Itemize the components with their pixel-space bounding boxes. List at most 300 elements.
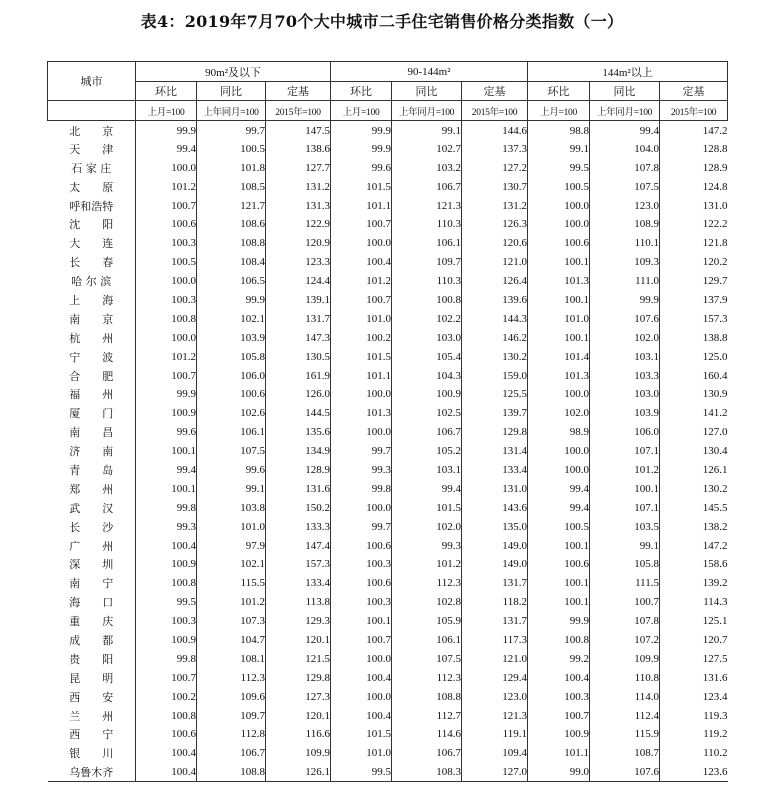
index-value: 100.6 <box>528 234 590 253</box>
index-value: 101.3 <box>528 272 590 291</box>
index-value: 141.2 <box>660 404 728 423</box>
city-header-spacer <box>48 101 136 121</box>
index-value: 161.9 <box>266 366 331 385</box>
index-value: 105.8 <box>197 347 266 366</box>
table-row <box>48 121 728 140</box>
index-value: 101.5 <box>331 347 392 366</box>
index-value: 100.4 <box>136 536 197 555</box>
index-value: 107.5 <box>392 649 462 668</box>
index-value: 100.7 <box>136 668 197 687</box>
index-value: 107.6 <box>590 309 660 328</box>
index-value: 100.8 <box>136 309 197 328</box>
index-value: 139.2 <box>660 574 728 593</box>
index-value: 130.4 <box>660 442 728 461</box>
index-value: 99.4 <box>528 498 590 517</box>
index-value: 126.1 <box>660 461 728 480</box>
index-value: 102.6 <box>197 404 266 423</box>
city-name: 宁 波 <box>69 350 114 364</box>
index-value: 99.0 <box>528 763 590 782</box>
index-value: 101.2 <box>392 555 462 574</box>
table-row <box>48 309 728 328</box>
table-row <box>48 536 728 555</box>
table-row <box>48 328 728 347</box>
city-name: 西 宁 <box>69 728 114 742</box>
index-value: 100.8 <box>136 574 197 593</box>
index-value: 100.3 <box>331 593 392 612</box>
index-value: 100.6 <box>136 725 197 744</box>
index-value: 110.3 <box>392 215 462 234</box>
index-value: 106.1 <box>392 631 462 650</box>
index-value: 101.5 <box>392 498 462 517</box>
city-header: 城市 <box>48 62 136 101</box>
index-value: 107.2 <box>590 631 660 650</box>
index-value: 100.4 <box>528 668 590 687</box>
table-row <box>48 158 728 177</box>
index-value: 99.4 <box>392 479 462 498</box>
city-name: 大 连 <box>69 237 114 251</box>
index-value: 100.8 <box>136 706 197 725</box>
index-value: 121.0 <box>462 649 528 668</box>
index-value: 123.0 <box>590 196 660 215</box>
index-value: 102.5 <box>392 404 462 423</box>
index-value: 128.9 <box>266 461 331 480</box>
index-value: 110.8 <box>590 668 660 687</box>
index-value: 119.2 <box>660 725 728 744</box>
base-header: 2015年=100 <box>266 101 331 121</box>
index-value: 127.5 <box>660 649 728 668</box>
city-name: 乌鲁木齐 <box>69 765 114 779</box>
index-value: 125.0 <box>660 347 728 366</box>
index-value: 100.0 <box>331 498 392 517</box>
index-value: 99.4 <box>528 479 590 498</box>
city-name: 武 汉 <box>69 501 114 515</box>
index-value: 117.3 <box>462 631 528 650</box>
index-value: 137.9 <box>660 291 728 310</box>
index-value: 109.4 <box>462 744 528 763</box>
base-header: 上年同月=100 <box>392 101 462 121</box>
index-value: 100.0 <box>331 687 392 706</box>
index-value: 109.3 <box>590 253 660 272</box>
index-value: 99.6 <box>136 423 197 442</box>
index-value: 112.7 <box>392 706 462 725</box>
index-value: 103.1 <box>590 347 660 366</box>
index-value: 99.4 <box>136 139 197 158</box>
index-value: 137.3 <box>462 139 528 158</box>
index-value: 131.6 <box>660 668 728 687</box>
index-value: 105.8 <box>590 555 660 574</box>
index-value: 100.7 <box>331 215 392 234</box>
index-value: 130.7 <box>462 177 528 196</box>
index-value: 114.3 <box>660 593 728 612</box>
city-name: 深 圳 <box>69 558 114 572</box>
index-value: 144.6 <box>462 121 528 140</box>
index-value: 157.3 <box>266 555 331 574</box>
metric-header: 同比 <box>590 82 660 101</box>
city-name: 银 川 <box>69 747 114 761</box>
index-value: 106.5 <box>197 272 266 291</box>
index-value: 100.3 <box>136 291 197 310</box>
index-value: 99.9 <box>331 121 392 140</box>
index-value: 105.4 <box>392 347 462 366</box>
index-value: 107.1 <box>590 442 660 461</box>
table-row <box>48 744 728 763</box>
city-name: 济 南 <box>69 445 114 459</box>
index-value: 100.4 <box>331 253 392 272</box>
index-value: 149.0 <box>462 555 528 574</box>
index-value: 99.7 <box>197 121 266 140</box>
city-name: 太 原 <box>69 180 114 194</box>
index-value: 138.8 <box>660 328 728 347</box>
index-value: 106.7 <box>392 744 462 763</box>
index-value: 112.3 <box>392 668 462 687</box>
index-value: 100.3 <box>136 612 197 631</box>
index-value: 103.9 <box>197 328 266 347</box>
table-row <box>48 404 728 423</box>
index-value: 106.0 <box>197 366 266 385</box>
index-value: 139.6 <box>462 291 528 310</box>
index-value: 98.9 <box>528 423 590 442</box>
index-value: 104.3 <box>392 366 462 385</box>
group-header-large: 144m²以上 <box>528 62 728 82</box>
index-value: 100.4 <box>331 668 392 687</box>
index-value: 101.1 <box>331 366 392 385</box>
index-value: 131.7 <box>266 309 331 328</box>
index-value: 101.4 <box>528 347 590 366</box>
index-value: 100.9 <box>136 404 197 423</box>
index-value: 118.2 <box>462 593 528 612</box>
index-value: 107.6 <box>590 763 660 782</box>
table-row <box>48 593 728 612</box>
index-value: 126.0 <box>266 385 331 404</box>
city-name: 杭 州 <box>69 331 114 345</box>
index-value: 129.8 <box>462 423 528 442</box>
index-value: 133.4 <box>266 574 331 593</box>
index-value: 101.0 <box>528 309 590 328</box>
index-value: 110.2 <box>660 744 728 763</box>
index-value: 99.4 <box>136 461 197 480</box>
index-value: 100.6 <box>136 215 197 234</box>
index-value: 100.3 <box>331 555 392 574</box>
index-value: 108.8 <box>392 687 462 706</box>
index-value: 108.8 <box>197 763 266 782</box>
index-value: 100.1 <box>528 291 590 310</box>
index-value: 121.7 <box>197 196 266 215</box>
index-value: 100.0 <box>528 461 590 480</box>
base-header: 上月=100 <box>528 101 590 121</box>
index-value: 99.4 <box>590 121 660 140</box>
table-row <box>48 574 728 593</box>
metric-header: 定基 <box>266 82 331 101</box>
index-value: 127.2 <box>462 158 528 177</box>
index-value: 102.1 <box>197 555 266 574</box>
index-value: 105.9 <box>392 612 462 631</box>
table-row <box>48 215 728 234</box>
index-value: 100.0 <box>528 385 590 404</box>
index-value: 107.5 <box>590 177 660 196</box>
index-value: 111.0 <box>590 272 660 291</box>
index-value: 99.9 <box>331 139 392 158</box>
index-value: 100.6 <box>331 574 392 593</box>
table-row <box>48 385 728 404</box>
index-value: 127.3 <box>266 687 331 706</box>
index-value: 101.1 <box>331 196 392 215</box>
index-value: 103.1 <box>392 461 462 480</box>
index-value: 126.3 <box>462 215 528 234</box>
index-value: 99.9 <box>136 385 197 404</box>
index-value: 99.5 <box>528 158 590 177</box>
index-value: 100.8 <box>392 291 462 310</box>
index-value: 100.0 <box>331 423 392 442</box>
table-row <box>48 631 728 650</box>
index-value: 100.2 <box>331 328 392 347</box>
table-row <box>48 272 728 291</box>
index-value: 147.2 <box>660 121 728 140</box>
index-value: 100.0 <box>136 328 197 347</box>
index-value: 160.4 <box>660 366 728 385</box>
index-value: 127.7 <box>266 158 331 177</box>
table-row <box>48 649 728 668</box>
index-value: 130.5 <box>266 347 331 366</box>
index-value: 130.9 <box>660 385 728 404</box>
index-value: 101.8 <box>197 158 266 177</box>
index-value: 150.2 <box>266 498 331 517</box>
city-name: 兰 州 <box>69 709 114 723</box>
index-value: 101.1 <box>528 744 590 763</box>
index-value: 101.2 <box>136 347 197 366</box>
index-value: 145.5 <box>660 498 728 517</box>
index-value: 100.2 <box>136 687 197 706</box>
index-value: 99.7 <box>331 517 392 536</box>
index-value: 119.1 <box>462 725 528 744</box>
group-header-small: 90m²及以下 <box>136 62 331 82</box>
metric-header: 定基 <box>462 82 528 101</box>
index-value: 113.8 <box>266 593 331 612</box>
index-value: 101.2 <box>331 272 392 291</box>
table-row <box>48 234 728 253</box>
metric-header: 同比 <box>197 82 266 101</box>
index-value: 122.2 <box>660 215 728 234</box>
metric-header: 环比 <box>528 82 590 101</box>
index-value: 130.2 <box>660 479 728 498</box>
index-value: 102.2 <box>392 309 462 328</box>
index-value: 108.6 <box>197 215 266 234</box>
index-value: 100.1 <box>528 328 590 347</box>
city-name: 北 京 <box>69 125 114 139</box>
index-value: 100.3 <box>528 687 590 706</box>
index-value: 121.3 <box>462 706 528 725</box>
index-value: 116.6 <box>266 725 331 744</box>
index-value: 123.0 <box>462 687 528 706</box>
city-name: 上 海 <box>69 293 114 307</box>
index-value: 124.4 <box>266 272 331 291</box>
index-value: 99.1 <box>590 536 660 555</box>
index-value: 121.8 <box>660 234 728 253</box>
index-value: 100.4 <box>331 706 392 725</box>
index-value: 99.6 <box>331 158 392 177</box>
index-value: 99.8 <box>136 649 197 668</box>
index-value: 103.8 <box>197 498 266 517</box>
index-value: 102.0 <box>528 404 590 423</box>
index-value: 107.5 <box>197 442 266 461</box>
index-value: 120.6 <box>462 234 528 253</box>
index-value: 133.4 <box>462 461 528 480</box>
index-value: 100.0 <box>331 234 392 253</box>
index-value: 100.1 <box>136 479 197 498</box>
index-value: 128.8 <box>660 139 728 158</box>
index-value: 99.9 <box>197 291 266 310</box>
city-name: 昆 明 <box>69 671 114 685</box>
base-header: 2015年=100 <box>462 101 528 121</box>
index-value: 100.0 <box>331 649 392 668</box>
index-value: 100.5 <box>528 517 590 536</box>
index-value: 100.8 <box>528 631 590 650</box>
table-row <box>48 461 728 480</box>
index-value: 119.3 <box>660 706 728 725</box>
index-value: 103.9 <box>590 404 660 423</box>
table-row <box>48 423 728 442</box>
table-row <box>48 139 728 158</box>
index-value: 158.6 <box>660 555 728 574</box>
index-value: 102.1 <box>197 309 266 328</box>
table-row <box>48 612 728 631</box>
table-row <box>48 706 728 725</box>
index-value: 159.0 <box>462 366 528 385</box>
city-name: 南 昌 <box>69 426 114 440</box>
index-value: 100.3 <box>136 234 197 253</box>
metric-header: 定基 <box>660 82 728 101</box>
index-value: 107.8 <box>590 158 660 177</box>
index-value: 157.3 <box>660 309 728 328</box>
index-value: 100.1 <box>528 593 590 612</box>
index-value: 99.1 <box>197 479 266 498</box>
index-value: 100.6 <box>331 536 392 555</box>
index-value: 138.2 <box>660 517 728 536</box>
index-value: 100.5 <box>136 253 197 272</box>
index-value: 123.4 <box>660 687 728 706</box>
index-value: 101.2 <box>197 593 266 612</box>
index-value: 129.7 <box>660 272 728 291</box>
base-header: 2015年=100 <box>660 101 728 121</box>
city-name: 厦 门 <box>69 407 114 421</box>
index-value: 129.8 <box>266 668 331 687</box>
index-value: 109.9 <box>266 744 331 763</box>
index-value: 100.9 <box>392 385 462 404</box>
city-name: 天 津 <box>69 142 114 156</box>
index-value: 104.0 <box>590 139 660 158</box>
city-name: 哈 尔 滨 <box>71 275 112 289</box>
index-value: 147.2 <box>660 536 728 555</box>
city-name: 沈 阳 <box>69 218 114 232</box>
index-value: 99.8 <box>331 479 392 498</box>
index-value: 109.9 <box>590 649 660 668</box>
base-header: 上月=100 <box>136 101 197 121</box>
index-value: 100.6 <box>528 555 590 574</box>
index-value: 131.6 <box>266 479 331 498</box>
index-value: 99.3 <box>331 461 392 480</box>
city-name: 石 家 庄 <box>71 161 112 175</box>
index-value: 138.6 <box>266 139 331 158</box>
index-value: 133.3 <box>266 517 331 536</box>
index-value: 100.5 <box>197 139 266 158</box>
index-value: 149.0 <box>462 536 528 555</box>
table-row <box>48 668 728 687</box>
index-value: 106.7 <box>392 177 462 196</box>
table-row <box>48 196 728 215</box>
index-value: 127.0 <box>462 763 528 782</box>
index-value: 107.8 <box>590 612 660 631</box>
index-value: 121.5 <box>266 649 331 668</box>
index-value: 100.1 <box>528 253 590 272</box>
index-value: 106.1 <box>392 234 462 253</box>
index-value: 129.4 <box>462 668 528 687</box>
index-value: 99.5 <box>331 763 392 782</box>
index-value: 126.1 <box>266 763 331 782</box>
city-name: 青 岛 <box>69 463 114 477</box>
index-value: 101.0 <box>331 744 392 763</box>
index-value: 129.3 <box>266 612 331 631</box>
index-value: 100.1 <box>136 442 197 461</box>
table-row <box>48 253 728 272</box>
index-value: 144.5 <box>266 404 331 423</box>
index-value: 128.9 <box>660 158 728 177</box>
index-value: 147.3 <box>266 328 331 347</box>
index-value: 100.9 <box>136 631 197 650</box>
city-name: 重 庆 <box>69 615 114 629</box>
city-name: 南 宁 <box>69 577 114 591</box>
index-value: 108.1 <box>197 649 266 668</box>
price-index-table <box>47 61 728 782</box>
index-value: 135.0 <box>462 517 528 536</box>
index-value: 114.6 <box>392 725 462 744</box>
index-value: 131.0 <box>660 196 728 215</box>
table-row <box>48 687 728 706</box>
index-value: 125.1 <box>660 612 728 631</box>
index-value: 99.1 <box>528 139 590 158</box>
index-value: 122.9 <box>266 215 331 234</box>
base-header: 上年同月=100 <box>197 101 266 121</box>
index-value: 101.0 <box>331 309 392 328</box>
table-row <box>48 366 728 385</box>
index-value: 112.4 <box>590 706 660 725</box>
index-value: 103.3 <box>590 366 660 385</box>
index-value: 123.6 <box>660 763 728 782</box>
index-value: 120.1 <box>266 631 331 650</box>
index-value: 100.1 <box>528 574 590 593</box>
index-value: 115.9 <box>590 725 660 744</box>
base-header: 上年同月=100 <box>590 101 660 121</box>
index-value: 115.5 <box>197 574 266 593</box>
metric-header: 环比 <box>331 82 392 101</box>
index-value: 100.1 <box>331 612 392 631</box>
index-value: 109.7 <box>392 253 462 272</box>
index-value: 99.6 <box>197 461 266 480</box>
index-value: 101.3 <box>331 404 392 423</box>
index-value: 125.5 <box>462 385 528 404</box>
index-value: 101.3 <box>528 366 590 385</box>
index-value: 103.0 <box>392 328 462 347</box>
index-value: 99.9 <box>528 612 590 631</box>
index-value: 99.1 <box>392 121 462 140</box>
table-row <box>48 555 728 574</box>
index-value: 108.5 <box>197 177 266 196</box>
table-row <box>48 177 728 196</box>
index-value: 135.6 <box>266 423 331 442</box>
index-value: 109.7 <box>197 706 266 725</box>
index-value: 100.5 <box>528 177 590 196</box>
city-name: 海 口 <box>69 596 114 610</box>
table-row <box>48 498 728 517</box>
index-value: 108.9 <box>590 215 660 234</box>
